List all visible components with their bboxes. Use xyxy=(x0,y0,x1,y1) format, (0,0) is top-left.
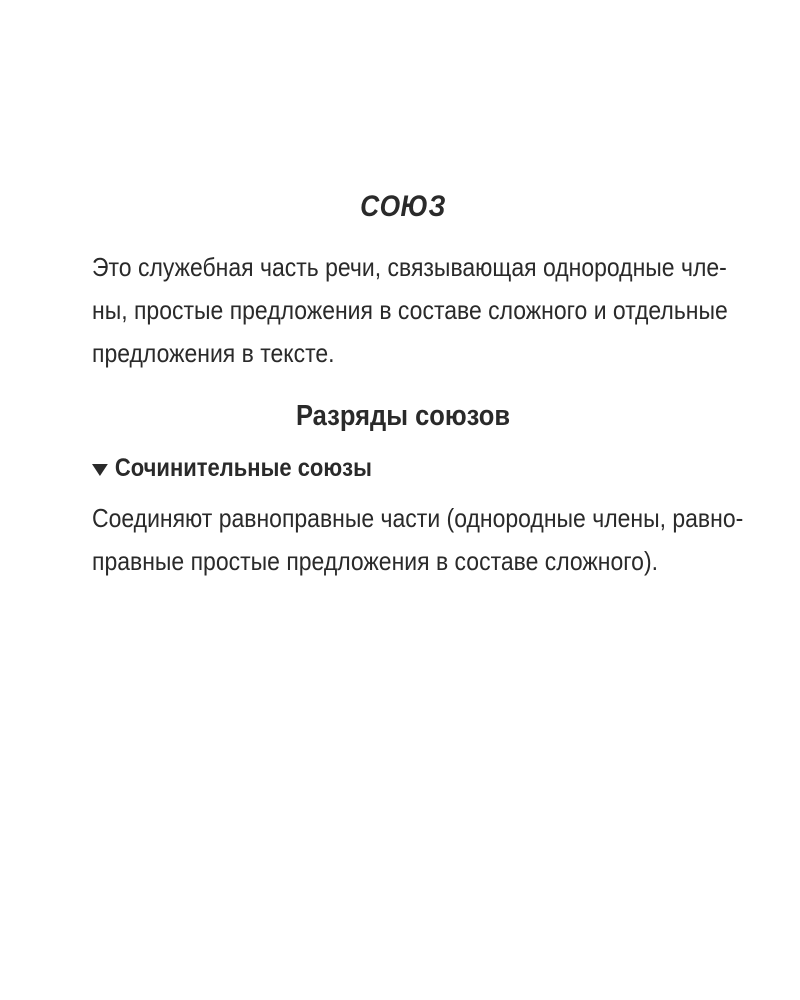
subsection-heading-text: Сочинительные союзы xyxy=(114,454,372,482)
description-line: Соединяют равноправные части (однородные члены, равно- xyxy=(92,503,744,533)
definition-line: предложения в тексте. xyxy=(92,338,335,368)
section-title: Разряды союзов xyxy=(295,400,511,432)
triangle-down-icon xyxy=(92,464,108,476)
subsection-heading xyxy=(92,454,372,483)
definition-line: ны, простые предложения в составе сложного и отдельные xyxy=(92,295,728,325)
page-title: СОЮЗ xyxy=(360,190,446,223)
subsection-description xyxy=(92,497,744,583)
definition-line: Это служебная часть речи, связывающая однородные чле- xyxy=(92,252,727,282)
definition-paragraph xyxy=(92,246,728,375)
description-line: правные простые предложения в составе сложного). xyxy=(92,546,658,576)
